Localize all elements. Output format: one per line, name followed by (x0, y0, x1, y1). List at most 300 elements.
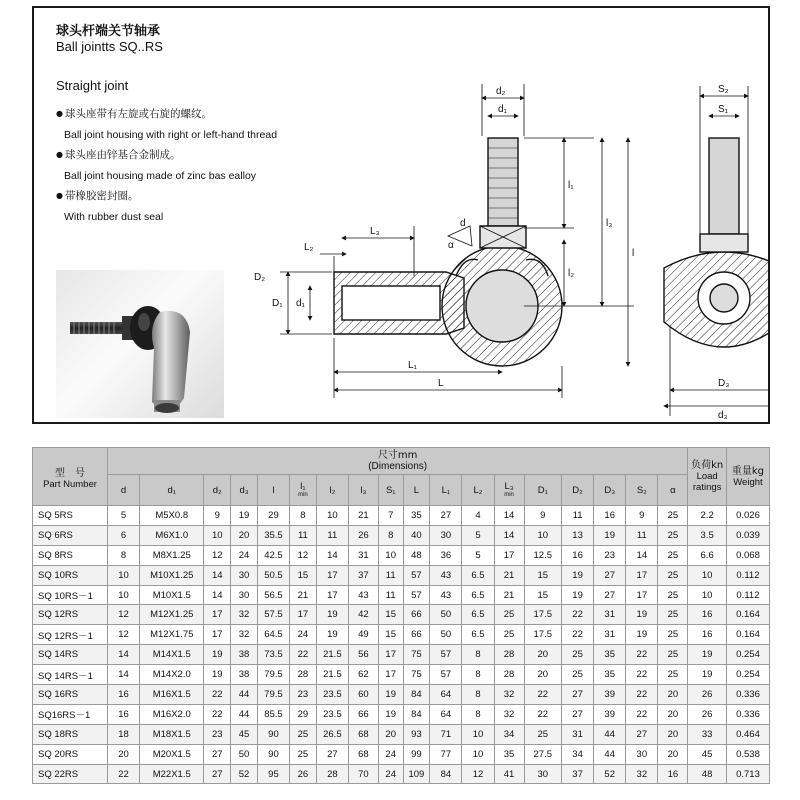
table-cell: M14X1.5 (140, 645, 204, 665)
catalog-panel (32, 6, 770, 424)
table-cell: 20 (658, 704, 688, 724)
spec-table (32, 447, 770, 784)
table-cell: 32 (231, 605, 258, 625)
table-cell: 9 (524, 506, 561, 526)
table-cell: 56 (348, 645, 378, 665)
table-cell: 23.5 (316, 704, 348, 724)
table-cell: 48 (403, 545, 430, 565)
table-cell: 8 (462, 665, 494, 685)
table-cell: 22 (107, 764, 139, 784)
table-cell: 57.5 (257, 605, 289, 625)
table-cell: 25 (494, 625, 524, 645)
label-l3: l₃ (606, 218, 613, 229)
table-cell: 14 (204, 565, 231, 585)
table-cell: 75 (403, 665, 430, 685)
side-view (334, 138, 562, 366)
table-cell: 29 (257, 506, 289, 526)
table-cell: M8X1.25 (140, 545, 204, 565)
product-photo (56, 270, 224, 418)
table-cell: 68 (348, 744, 378, 764)
table-cell: 22 (626, 645, 658, 665)
table-cell: 21 (290, 585, 317, 605)
table-cell: 0.026 (726, 506, 769, 526)
table-cell: 31 (562, 724, 594, 744)
label-d3: d₃ (718, 410, 728, 421)
table-cell: 57 (403, 565, 430, 585)
table-cell: 24 (378, 764, 403, 784)
table-cell: 27 (562, 704, 594, 724)
table-cell: 25 (494, 605, 524, 625)
table-cell: 45 (688, 744, 727, 764)
table-cell: 8 (462, 645, 494, 665)
table-cell: 10 (462, 724, 494, 744)
column-header: l₂ (316, 475, 348, 506)
table-cell: 44 (594, 744, 626, 764)
table-cell: 17 (378, 665, 403, 685)
label-d1: d₁ (498, 104, 507, 115)
part-number-cell: SQ 8RS (33, 545, 108, 565)
table-cell: 10 (107, 565, 139, 585)
table-cell: 17.5 (524, 625, 561, 645)
table-cell: 62 (348, 665, 378, 685)
table-cell: 17 (316, 565, 348, 585)
column-header: D₃ (594, 475, 626, 506)
table-cell: 10 (204, 525, 231, 545)
label-alpha: α (448, 240, 454, 251)
table-cell: M10X1.5 (140, 585, 204, 605)
table-cell: 23 (204, 724, 231, 744)
table-cell: 14 (316, 545, 348, 565)
feature-en: Ball joint housing made of zinc bas ealloy (64, 170, 257, 182)
table-cell: 16 (107, 685, 139, 705)
table-cell: 8 (107, 545, 139, 565)
column-header: S₂ (626, 475, 658, 506)
table-cell: 22 (562, 625, 594, 645)
table-cell: 99 (403, 744, 430, 764)
table-cell: 33 (688, 724, 727, 744)
table-cell: 25 (658, 645, 688, 665)
table-cell: 52 (594, 764, 626, 784)
table-cell: M5X0.8 (140, 506, 204, 526)
table-cell: 6.5 (462, 625, 494, 645)
table-cell: 0.464 (726, 724, 769, 744)
table-row (33, 565, 770, 585)
table-cell: 19 (562, 565, 594, 585)
table-cell: 12 (204, 545, 231, 565)
table-cell: 10 (378, 545, 403, 565)
table-cell: 27 (316, 744, 348, 764)
table-cell: 48 (688, 764, 727, 784)
table-cell: 27 (204, 764, 231, 784)
table-cell: 17.5 (524, 605, 561, 625)
table-cell: 20 (658, 744, 688, 764)
table-cell: 17 (290, 605, 317, 625)
table-cell: 44 (594, 724, 626, 744)
table-cell: 35 (403, 506, 430, 526)
table-cell: 93 (403, 724, 430, 744)
table-cell: 16 (688, 605, 727, 625)
table-cell: 84 (403, 704, 430, 724)
table-row (33, 506, 770, 526)
table-cell: 5 (107, 506, 139, 526)
table-cell: 10 (688, 585, 727, 605)
table-cell: 6.5 (462, 605, 494, 625)
column-header: L₂ (462, 475, 494, 506)
table-cell: 37 (562, 764, 594, 784)
table-cell: 77 (430, 744, 462, 764)
table-cell: 66 (403, 605, 430, 625)
table-cell: 11 (378, 565, 403, 585)
table-cell: 11 (316, 525, 348, 545)
table-cell: 6 (107, 525, 139, 545)
table-cell: 14 (204, 585, 231, 605)
column-header: l₃ (348, 475, 378, 506)
label-L1: L₁ (408, 360, 417, 371)
table-cell: 26 (348, 525, 378, 545)
table-cell: 27.5 (524, 744, 561, 764)
table-cell: 5 (462, 545, 494, 565)
table-cell: 2.2 (688, 506, 727, 526)
header-dimensions: 尺寸mm (Dimensions) (107, 448, 687, 475)
table-cell: 64 (430, 685, 462, 705)
table-cell: M18X1.5 (140, 724, 204, 744)
table-cell: 6.5 (462, 585, 494, 605)
label-L3: L₃ (370, 226, 380, 237)
table-cell: 17 (204, 605, 231, 625)
table-cell: 19 (562, 585, 594, 605)
table-cell: 26.5 (316, 724, 348, 744)
feature-en: Ball joint housing with right or left-hand thread (64, 129, 278, 141)
table-cell: 10 (524, 525, 561, 545)
table-cell: 0.039 (726, 525, 769, 545)
table-cell: 12 (290, 545, 317, 565)
table-cell: M10X1.25 (140, 565, 204, 585)
table-cell: 11 (626, 525, 658, 545)
table-cell: 21.5 (316, 645, 348, 665)
table-cell: 0.112 (726, 565, 769, 585)
table-cell: 23 (594, 545, 626, 565)
table-row (33, 585, 770, 605)
ball-joint-photo-illustration (56, 270, 224, 418)
table-cell: 36 (430, 545, 462, 565)
label-S1: S₁ (718, 104, 729, 115)
table-cell: 75 (403, 645, 430, 665)
table-cell: 25 (658, 565, 688, 585)
table-cell: 25 (562, 645, 594, 665)
table-cell: 16 (688, 625, 727, 645)
table-cell: 31 (348, 545, 378, 565)
table-cell: 15 (290, 565, 317, 585)
table-cell: 50 (430, 605, 462, 625)
table-cell: 22 (626, 665, 658, 685)
table-cell: 25 (562, 665, 594, 685)
table-cell: 43 (430, 585, 462, 605)
table-cell: 18 (107, 724, 139, 744)
table-cell: 0.713 (726, 764, 769, 784)
table-cell: 25 (290, 744, 317, 764)
label-D1: D₁ (272, 298, 283, 309)
table-cell: 73.5 (257, 645, 289, 665)
table-cell: 10 (462, 744, 494, 764)
table-cell: 64.5 (257, 625, 289, 645)
table-cell: 0.068 (726, 545, 769, 565)
table-cell: 28 (494, 645, 524, 665)
feature-cn: ● 球头座由锌基合金制成。 (56, 145, 277, 166)
technical-drawing (224, 76, 768, 422)
table-cell: 17 (316, 585, 348, 605)
table-row (33, 545, 770, 565)
table-cell: 0.164 (726, 625, 769, 645)
table-row (33, 605, 770, 625)
table-cell: 14 (107, 645, 139, 665)
table-cell: M12X1.75 (140, 625, 204, 645)
table-cell: 25 (658, 665, 688, 685)
table-cell: 70 (348, 764, 378, 784)
table-cell: 56.5 (257, 585, 289, 605)
table-cell: 43 (430, 565, 462, 585)
table-cell: 10 (316, 506, 348, 526)
table-row (33, 685, 770, 705)
part-number-cell: SQ 10RS (33, 565, 108, 585)
table-cell: 6.5 (462, 565, 494, 585)
table-row (33, 764, 770, 784)
table-cell: 12 (107, 625, 139, 645)
table-cell: 17 (626, 585, 658, 605)
table-cell: 19 (688, 665, 727, 685)
table-cell: 57 (430, 645, 462, 665)
table-cell: 21 (494, 585, 524, 605)
label-L: L (438, 378, 444, 389)
column-header: d (107, 475, 139, 506)
table-cell: 26 (290, 764, 317, 784)
table-cell: 71 (430, 724, 462, 744)
table-cell: 49 (348, 625, 378, 645)
label-l1: l₁ (568, 180, 574, 191)
part-number-cell: SQ 10RS－1 (33, 585, 108, 605)
table-cell: 25 (658, 625, 688, 645)
table-cell: 28 (290, 665, 317, 685)
table-cell: 22 (204, 704, 231, 724)
table-cell: 7 (378, 506, 403, 526)
part-number-cell: SQ 12RS (33, 605, 108, 625)
table-cell: 20 (231, 525, 258, 545)
table-cell: 30 (231, 585, 258, 605)
table-cell: 57 (430, 665, 462, 685)
label-D3: D₃ (718, 378, 730, 389)
table-cell: 11 (290, 525, 317, 545)
table-cell: 26 (688, 704, 727, 724)
table-cell: 20 (378, 724, 403, 744)
column-header: L (403, 475, 430, 506)
table-cell: 41 (494, 764, 524, 784)
table-cell: 50 (231, 744, 258, 764)
feature-cn: ● 带橡胶密封圈。 (56, 186, 277, 207)
table-cell: 22 (524, 685, 561, 705)
table-cell: 0.164 (726, 605, 769, 625)
table-row (33, 525, 770, 545)
table-cell: M22X1.5 (140, 764, 204, 784)
table-cell: 35.5 (257, 525, 289, 545)
table-cell: 25 (658, 525, 688, 545)
table-cell: 17 (204, 625, 231, 645)
table-cell: 20 (658, 724, 688, 744)
table-cell: 26 (688, 685, 727, 705)
table-cell: 23 (290, 685, 317, 705)
table-cell: 57 (403, 585, 430, 605)
column-header: α (658, 475, 688, 506)
table-cell: 31 (594, 625, 626, 645)
table-cell: 27 (594, 585, 626, 605)
table-cell: 22 (626, 685, 658, 705)
table-row (33, 724, 770, 744)
table-cell: 21 (494, 565, 524, 585)
table-cell: M6X1.0 (140, 525, 204, 545)
table-cell: 34 (494, 724, 524, 744)
table-cell: 68 (348, 724, 378, 744)
table-cell: 23.5 (316, 685, 348, 705)
table-cell: 25 (658, 506, 688, 526)
header-part-number: 型 号 Part Number (33, 448, 108, 506)
part-number-cell: SQ 14RS－1 (33, 665, 108, 685)
header-weight: 重量kg Weight (726, 448, 769, 506)
table-cell: 22 (290, 645, 317, 665)
table-cell: 32 (494, 685, 524, 705)
section-subtitle: Straight joint (56, 78, 129, 93)
table-row (33, 645, 770, 665)
table-cell: 64 (430, 704, 462, 724)
table-cell: 15 (378, 605, 403, 625)
table-cell: 40 (403, 525, 430, 545)
table-cell: M12X1.25 (140, 605, 204, 625)
table-row (33, 665, 770, 685)
table-cell: 35 (494, 744, 524, 764)
table-cell: 25 (658, 605, 688, 625)
table-cell: 38 (231, 665, 258, 685)
table-cell: 84 (430, 764, 462, 784)
feature-cn: ● 球头座带有左旋或右旋的螺纹。 (56, 104, 277, 125)
table-cell: 21 (348, 506, 378, 526)
table-cell: 9 (204, 506, 231, 526)
table-cell: 15 (524, 565, 561, 585)
part-number-cell: SQ 6RS (33, 525, 108, 545)
table-cell: 0.112 (726, 585, 769, 605)
column-header: d₂ (204, 475, 231, 506)
table-cell: 79.5 (257, 685, 289, 705)
table-cell: 52 (231, 764, 258, 784)
table-cell: 32 (231, 625, 258, 645)
table-row (33, 744, 770, 764)
table-cell: 109 (403, 764, 430, 784)
spec-table-container (32, 447, 770, 784)
table-cell: 30 (626, 744, 658, 764)
table-cell: 35 (594, 665, 626, 685)
table-cell: 66 (403, 625, 430, 645)
table-cell: 3.5 (688, 525, 727, 545)
table-cell: 8 (462, 704, 494, 724)
table-cell: 12 (462, 764, 494, 784)
label-L2: L₂ (304, 242, 314, 253)
table-cell: 32 (494, 704, 524, 724)
table-cell: 90 (257, 744, 289, 764)
label-S2: S₂ (718, 84, 729, 95)
table-cell: 19 (316, 625, 348, 645)
column-header: D₂ (562, 475, 594, 506)
label-D2: D₂ (254, 272, 266, 283)
table-cell: 30 (231, 565, 258, 585)
part-number-cell: SQ 18RS (33, 724, 108, 744)
title-chinese: 球头杆端关节轴承 (56, 24, 161, 39)
table-cell: 44 (231, 685, 258, 705)
column-header: l (257, 475, 289, 506)
column-header: L₃ min (494, 475, 524, 506)
table-cell: 35 (594, 645, 626, 665)
table-cell: 10 (688, 565, 727, 585)
table-cell: 34 (562, 744, 594, 764)
table-cell: 4 (462, 506, 494, 526)
table-cell: 25 (658, 545, 688, 565)
table-cell: 5 (462, 525, 494, 545)
table-cell: 39 (594, 704, 626, 724)
table-cell: 19 (688, 645, 727, 665)
table-cell: 16 (594, 506, 626, 526)
table-cell: 13 (562, 525, 594, 545)
table-cell: 0.254 (726, 645, 769, 665)
table-cell: 79.5 (257, 665, 289, 685)
table-cell: 20 (658, 685, 688, 705)
column-header: S₁ (378, 475, 403, 506)
table-cell: 16 (107, 704, 139, 724)
label-d: d (460, 218, 466, 229)
table-cell: 20 (524, 645, 561, 665)
part-number-cell: SQ 16RS (33, 685, 108, 705)
table-cell: 19 (378, 685, 403, 705)
table-cell: 19 (231, 506, 258, 526)
table-cell: M16X2.0 (140, 704, 204, 724)
table-cell: 0.538 (726, 744, 769, 764)
table-cell: 30 (430, 525, 462, 545)
table-cell: 0.336 (726, 704, 769, 724)
column-header: l₁ min (290, 475, 317, 506)
column-header: d₃ (231, 475, 258, 506)
table-cell: 43 (348, 585, 378, 605)
part-number-cell: SQ 12RS－1 (33, 625, 108, 645)
table-cell: 25 (524, 724, 561, 744)
table-cell: 42 (348, 605, 378, 625)
table-cell: 31 (594, 605, 626, 625)
table-cell: 22 (524, 704, 561, 724)
table-cell: 0.254 (726, 665, 769, 685)
table-cell: 19 (204, 645, 231, 665)
column-header: d₁ (140, 475, 204, 506)
table-cell: 14 (107, 665, 139, 685)
table-cell: 30 (524, 764, 561, 784)
table-cell: 11 (378, 585, 403, 605)
table-cell: 19 (378, 704, 403, 724)
table-cell: 25 (658, 585, 688, 605)
table-cell: 22 (562, 605, 594, 625)
table-row (33, 704, 770, 724)
table-cell: 95 (257, 764, 289, 784)
table-cell: 17 (494, 545, 524, 565)
table-cell: 45 (231, 724, 258, 744)
part-number-cell: SQ 22RS (33, 764, 108, 784)
table-cell: 11 (562, 506, 594, 526)
table-cell: 19 (204, 665, 231, 685)
table-cell: 0.336 (726, 685, 769, 705)
table-cell: 24 (378, 744, 403, 764)
table-cell: 14 (494, 525, 524, 545)
table-cell: 50.5 (257, 565, 289, 585)
